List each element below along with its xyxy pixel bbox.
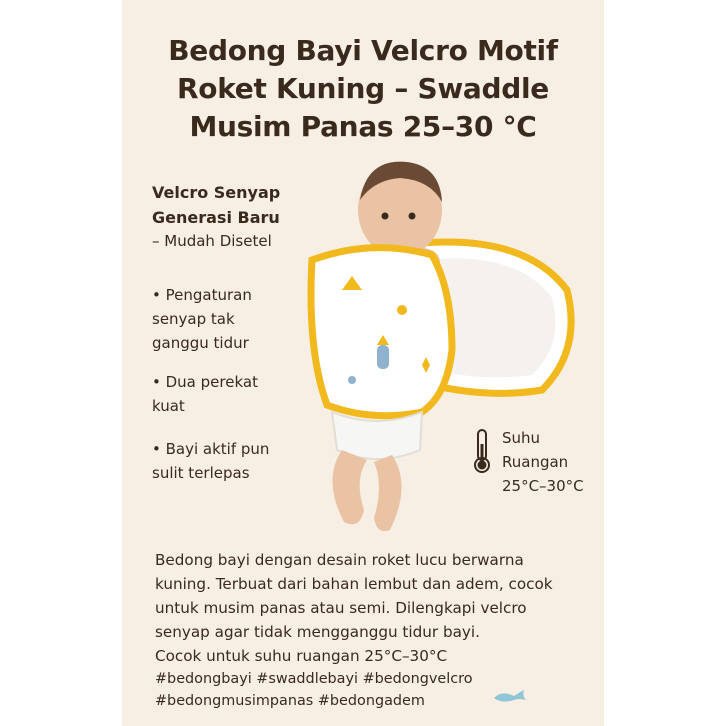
product-title [122, 32, 604, 146]
product-card [122, 0, 604, 726]
title-line-2: Roket Kuning – Swaddle [177, 72, 549, 105]
description-line-1: Bedong bayi dengan desain roket lucu berwarna [155, 551, 524, 569]
feature-heading [152, 180, 280, 230]
description-line-2: kuning. Terbuat dari bahan lembut dan adem, cocok [155, 575, 553, 593]
temperature-line-1: Suhu [502, 429, 541, 447]
hashtags [155, 668, 595, 712]
bullet-1-line-1: • Pengaturan [152, 286, 252, 304]
bullet-3-line-1: • Bayi aktif pun [152, 440, 270, 458]
bullet-3-line-2: sulit terlepas [152, 464, 250, 482]
feature-heading-line-2: Generasi Baru [152, 208, 280, 227]
product-description [155, 548, 595, 668]
temperature-line-2: Ruangan [502, 453, 569, 471]
temperature-label [502, 426, 584, 498]
feature-subheading: – Mudah Disetel [152, 232, 272, 250]
bullet-1-line-2: senyap tak [152, 310, 235, 328]
hashtags-line-1: #bedongbayi #swaddlebayi #bedongvelcro [155, 671, 473, 687]
bullet-1 [152, 283, 287, 355]
title-line-1: Bedong Bayi Velcro Motif [168, 34, 558, 67]
description-line-5: Cocok untuk suhu ruangan 25°C–30°C [155, 647, 448, 665]
feature-heading-line-1: Velcro Senyap [152, 183, 281, 202]
bullet-2-line-2: kuat [152, 397, 185, 415]
thermometer-icon [472, 428, 492, 474]
whale-icon [492, 688, 528, 704]
description-line-3: untuk musim panas atau semi. Dilengkapi velcro [155, 599, 527, 617]
title-line-3: Musim Panas 25–30 °C [189, 110, 537, 143]
bullet-3 [152, 437, 287, 485]
bullet-2-line-1: • Dua perekat [152, 373, 258, 391]
bullet-2 [152, 370, 287, 418]
bullet-1-line-3: ganggu tidur [152, 334, 249, 352]
description-line-4: senyap agar tidak mengganggu tidur bayi. [155, 623, 480, 641]
hashtags-line-2: #bedongmusimpanas #bedongadem [155, 693, 425, 709]
temperature-line-3: 25°C–30°C [502, 477, 584, 495]
